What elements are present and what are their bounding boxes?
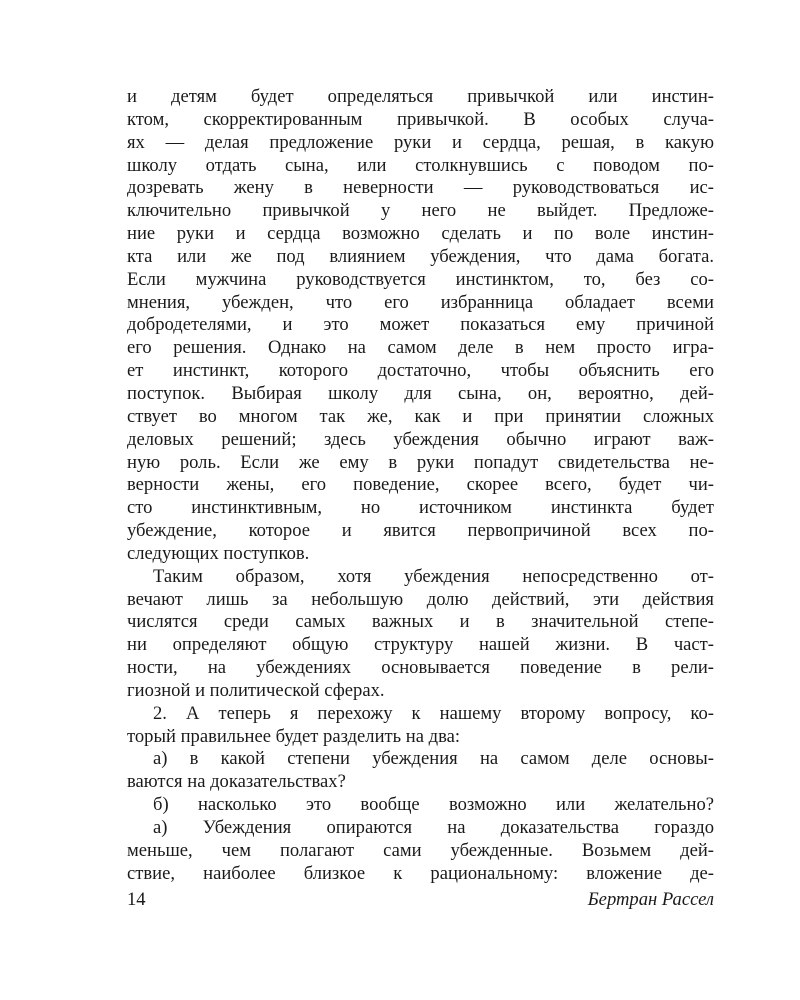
text-line: поступок. Выбирая школу для сына, он, вероятно, дей- (127, 382, 714, 404)
text-line: ваются на доказательствах? (127, 771, 346, 793)
text-line: а) Убеждения опираются на доказательства гораздо (153, 817, 714, 838)
text-line: ях — делая предложение руки и сердца, решая, в какую (127, 131, 714, 153)
text-line: ную роль. Если же ему в руки попадут свидетельства не- (127, 451, 714, 473)
text-line: ствие, наиболее близкое к рациональному: вложение де- (127, 862, 714, 884)
text-line: ние руки и сердца возможно сделать и по воле инстин- (127, 223, 714, 245)
text-line: и детям будет определяться привычкой или инстин- (127, 86, 714, 107)
text-line: убеждение, которое и явится первопричиной всех по- (127, 520, 714, 542)
page-footer (127, 889, 714, 913)
body-text (127, 86, 714, 886)
text-line: торый правильнее будет разделить на два: (127, 725, 461, 747)
text-line: ности, на убеждениях основывается поведение в рели- (127, 657, 714, 679)
text-line: кта или же под влиянием убеждения, что дама богата. (127, 245, 714, 267)
text-line: ствует во многом так же, как и при принятии сложных (127, 405, 714, 427)
text-line: следующих поступков. (127, 542, 310, 564)
text-line: ни определяют общую структуру нашей жизни. В част- (127, 634, 714, 656)
text-line: школу отдать сына, или столкнувшись с поводом по- (127, 154, 714, 176)
text-line: ет инстинкт, которого достаточно, чтобы объяснить его (127, 360, 714, 382)
text-line: верности жены, его поведение, скорее всего, будет чи- (127, 474, 714, 496)
text-line: дозревать жену в неверности — руководствоваться ис- (127, 177, 714, 199)
text-line: меньше, чем полагают сами убежденные. Возьмем дей- (127, 839, 714, 861)
text-line: числятся среди самых важных и в значительной степе- (127, 611, 714, 633)
text-line: его решения. Однако на самом деле в нем просто игра- (127, 337, 714, 359)
text-line: ктом, скорректированным привычкой. В особых случа- (127, 108, 714, 130)
text-line: а) в какой степени убеждения на самом деле основы- (153, 748, 714, 770)
text-line: гиозной и политической сферах. (127, 679, 385, 701)
text-line: деловых решений; здесь убеждения обычно играют важ- (127, 428, 714, 450)
page-number: 14 (127, 889, 146, 910)
text-line: мнения, убежден, что его избранница обладает всеми (127, 291, 714, 313)
text-line: 2. А теперь я перехожу к нашему второму вопросу, ко- (153, 702, 714, 724)
text-line: Если мужчина руководствуется инстинктом, то, без со- (127, 268, 714, 290)
text-line: ключительно привычкой у него не выйдет. Предложе- (127, 200, 714, 222)
text-line: вечают лишь за небольшую долю действий, эти действия (127, 588, 714, 610)
text-line: добродетелями, и это может показаться ему причиной (127, 314, 714, 336)
text-line: б) насколько это вообще возможно или желательно? (153, 794, 714, 816)
text-line: сто инстинктивным, но источником инстинкта будет (127, 497, 714, 519)
text-line: Таким образом, хотя убеждения непосредственно от- (153, 565, 714, 587)
running-footer-author: Бертран Рассел (587, 889, 714, 910)
